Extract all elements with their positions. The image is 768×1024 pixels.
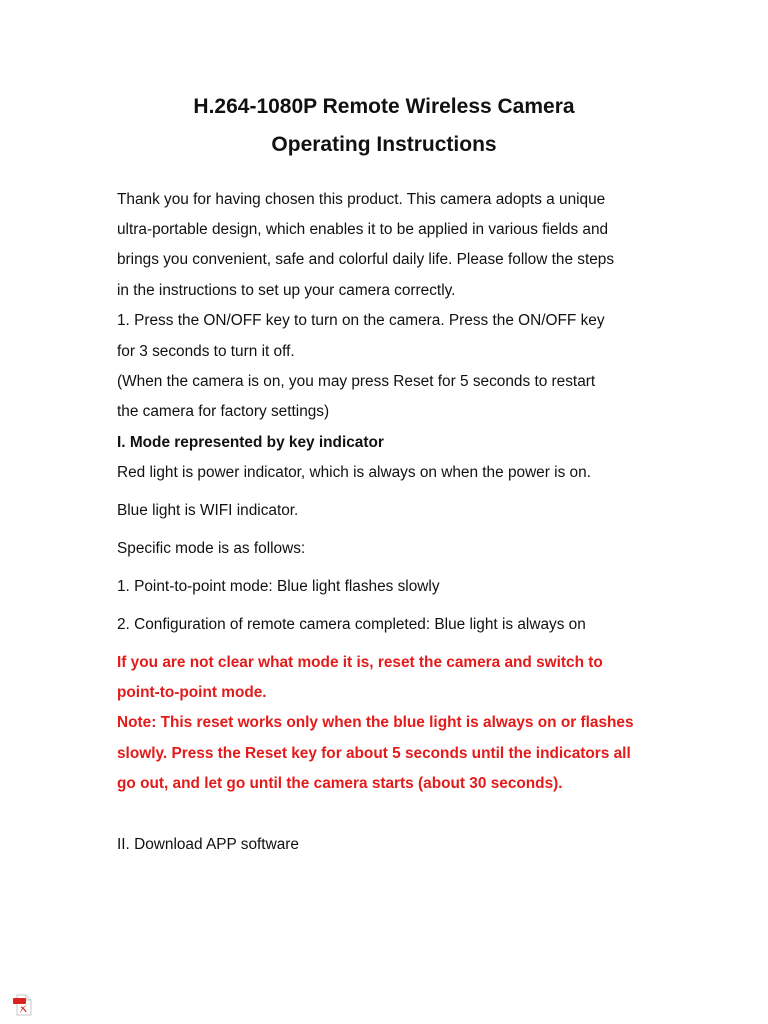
red-light-text: Red light is power indicator, which is always on when the power is on. bbox=[117, 464, 591, 481]
section1-heading: I. Mode represented by key indicator bbox=[117, 434, 384, 451]
intro-line: ultra-portable design, which enables it to be applied in various fields and bbox=[117, 221, 609, 238]
step1-line: (When the camera is on, you may press Reset for 5 seconds to restart bbox=[117, 373, 596, 390]
document-title-line-1: H.264-1080P Remote Wireless Camera bbox=[193, 95, 575, 118]
intro-line: Thank you for having chosen this product. This camera adopts a unique bbox=[117, 191, 606, 208]
warning-line: point-to-point mode. bbox=[117, 684, 267, 701]
step1-line: for 3 seconds to turn it off. bbox=[117, 343, 295, 360]
warning-line: Note: This reset works only when the blue light is always on or flashes bbox=[117, 714, 634, 731]
mode2-text: 2. Configuration of remote camera completed: Blue light is always on bbox=[117, 616, 586, 633]
warning-line: go out, and let go until the camera starts (about 30 seconds). bbox=[117, 775, 563, 792]
intro-line: brings you convenient, safe and colorful daily life. Please follow the steps bbox=[117, 251, 615, 268]
step1-line: the camera for factory settings) bbox=[117, 403, 330, 420]
warning-line: slowly. Press the Reset key for about 5 seconds until the indicators all bbox=[117, 745, 631, 762]
specific-mode-text: Specific mode is as follows: bbox=[117, 540, 306, 557]
step1-line: 1. Press the ON/OFF key to turn on the camera. Press the ON/OFF key bbox=[117, 312, 605, 329]
intro-line: in the instructions to set up your camera correctly. bbox=[117, 282, 456, 299]
pdf-file-icon bbox=[12, 994, 34, 1016]
document-title-line-2: Operating Instructions bbox=[271, 133, 497, 156]
section2-heading: II. Download APP software bbox=[117, 836, 299, 853]
mode1-text: 1. Point-to-point mode: Blue light flashes slowly bbox=[117, 578, 440, 595]
warning-line: If you are not clear what mode it is, reset the camera and switch to bbox=[117, 654, 603, 671]
blue-light-text: Blue light is WIFI indicator. bbox=[117, 502, 299, 519]
